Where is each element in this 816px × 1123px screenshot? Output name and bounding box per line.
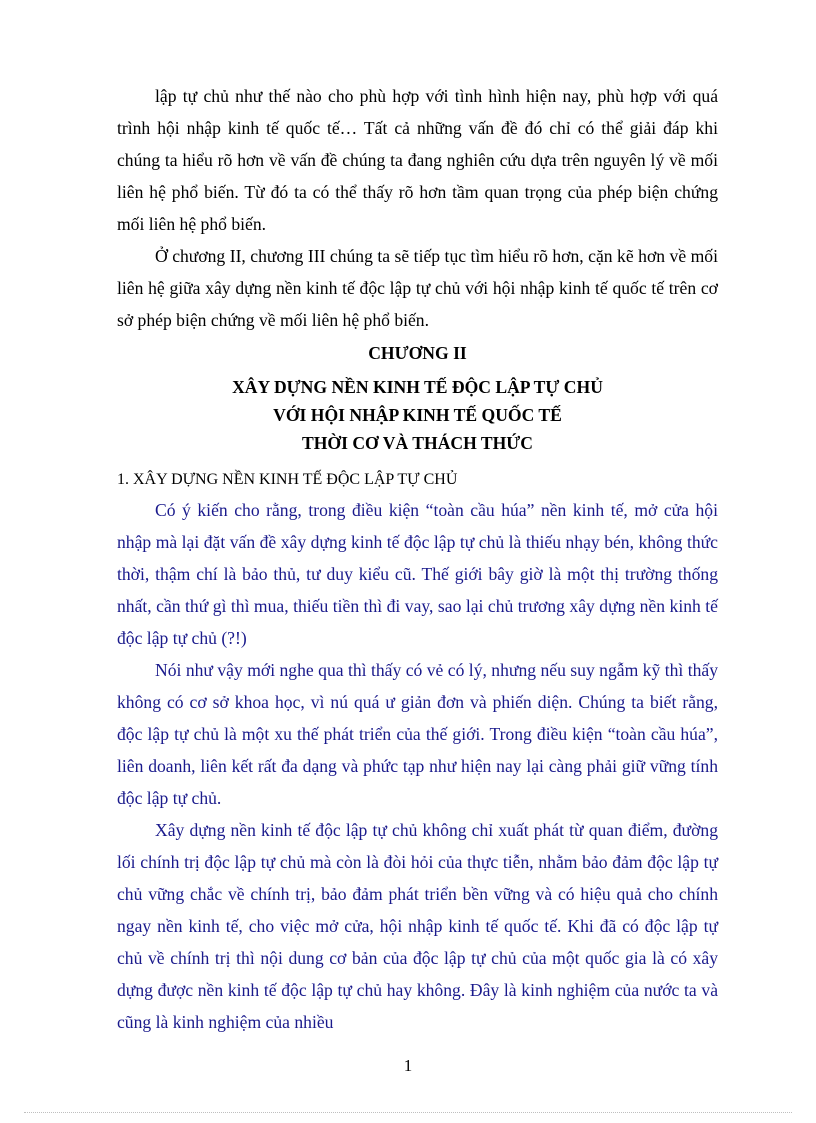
body-paragraph-3: Xây dựng nền kinh tế độc lập tự chủ không chỉ xuất phát từ quan điểm, đường lối chính trị độc lập tự chủ mà còn là đòi hỏi của thực tiễn, nhằm bảo đảm độc lập tự chủ vững chắc về chính trị, bảo đảm phát triển bền vững và có hiệu quả cho chính ngay nền kinh tế, cho việc mở cửa, hội nhập kinh tế quốc tế. Khi đã có độc lập tự chủ về chính trị thì nội dung cơ bản của độc lập tự chủ của một quốc gia là có xây dựng được nền kinh tế độc lập tự chủ hay không. Đây là kinh nghiệm của nước ta và cũng là kinh nghiệm của nhiều [117, 820, 718, 1032]
intro-paragraph-2: Ở chương II, chương III chúng ta sẽ tiếp tục tìm hiểu rõ hơn, cặn kẽ hơn về mối liên hệ giữa xây dựng nền kinh tế độc lập tự chủ với hội nhập kinh tế quốc tế trên cơ sở phép biện chứng về mối liên hệ phổ biến. [117, 246, 718, 330]
chapter-heading [117, 339, 718, 457]
chapter-label: CHƯƠNG II [368, 343, 467, 363]
body-text [117, 494, 718, 1038]
intro-text [117, 80, 718, 336]
body-paragraph-1: Có ý kiến cho rằng, trong điều kiện “toàn cầu húa” nền kinh tế, mở cửa hội nhập mà lại đặt vấn đề xây dựng kinh tế độc lập tự chủ là thiếu nhạy bén, không thức thời, thậm chí là bảo thủ, tư duy kiểu cũ. Thế giới bây giờ là một thị trường thống nhất, cần thứ gì thì mua, thiếu tiền thì đi vay, sao lại chủ trương xây dựng nền kinh tế độc lập tự chủ (?!) [117, 500, 718, 648]
chapter-title-line-1: XÂY DỰNG NỀN KINH TẾ ĐỘC LẬP TỰ CHỦ [232, 377, 603, 397]
intro-paragraph-1: lập tự chủ như thế nào cho phù hợp với tình hình hiện nay, phù hợp với quá trình hội nhập kinh tế quốc tế… Tất cả những vấn đề đó chỉ có thể giải đáp khi chúng ta hiểu rõ hơn về vấn đề chúng ta đang nghiên cứu dựa trên nguyên lý về mối liên hệ phổ biến. Từ đó ta có thể thấy rõ hơn tầm quan trọng của phép biện chứng mối liên hệ phổ biến. [117, 86, 718, 234]
body-paragraph-2: Nói như vậy mới nghe qua thì thấy có vẻ có lý, nhưng nếu suy ngẫm kỹ thì thấy không có cơ sở khoa học, vì nú quá ư giản đơn và phiến diện. Chúng ta biết rằng, độc lập tự chủ là một xu thế phát triển của thế giới. Trong điều kiện “toàn cầu húa”, liên doanh, liên kết rất đa dạng và phức tạp như hiện nay lại càng phải giữ vững tính độc lập tự chủ. [117, 660, 718, 808]
page-bottom-divider [24, 1112, 792, 1113]
page-number: 1 [403, 1056, 413, 1075]
section-title: 1. XÂY DỰNG NỀN KINH TẾ ĐỘC LẬP TỰ CHỦ [117, 471, 458, 488]
chapter-title-line-2: VỚI HỘI NHẬP KINH TẾ QUỐC TẾ [273, 405, 562, 425]
chapter-title-line-3: THỜI CƠ VÀ THÁCH THỨC [301, 433, 534, 453]
